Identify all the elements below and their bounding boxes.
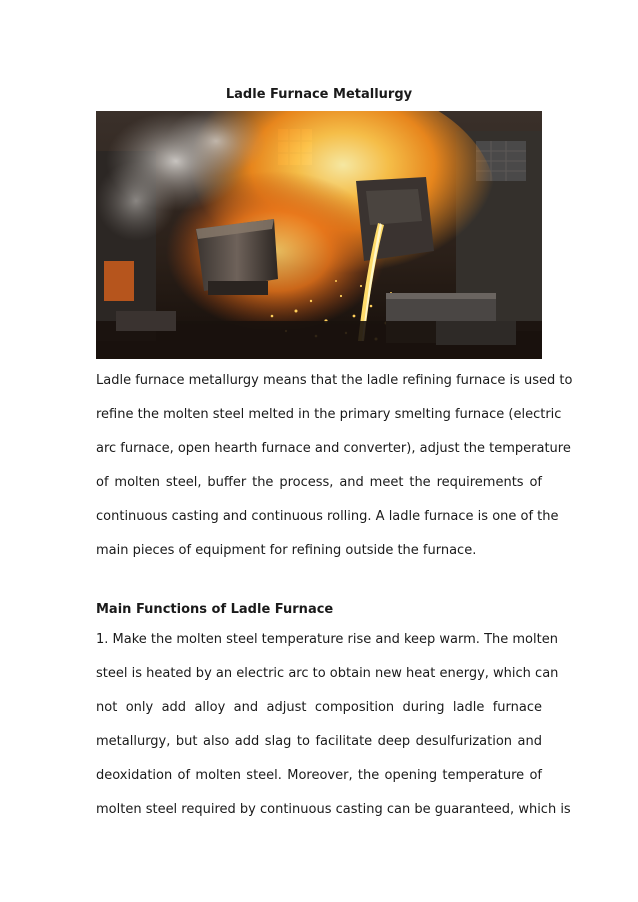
functions-line-3: not only add alloy and adjust composition during ladle furnace <box>96 700 542 715</box>
functions-line-6: molten steel required by continuous casting can be guaranteed, which is <box>96 802 571 817</box>
functions-paragraph <box>96 623 571 827</box>
intro-line-6: main pieces of equipment for refining outside the furnace. <box>96 543 477 558</box>
intro-line-4: of molten steel, buffer the process, and meet the requirements of <box>96 475 542 490</box>
functions-line-5: deoxidation of molten steel. Moreover, the opening temperature of <box>96 768 542 783</box>
intro-paragraph <box>96 364 573 568</box>
intro-line-2: refine the molten steel melted in the primary smelting furnace (electric <box>96 407 562 422</box>
functions-line-4: metallurgy, but also add slag to facilitate deep desulfurization and <box>96 734 542 749</box>
intro-line-1: Ladle furnace metallurgy means that the ladle refining furnace is used to <box>96 373 573 388</box>
functions-line-1: 1. Make the molten steel temperature rise and keep warm. The molten <box>96 632 558 647</box>
functions-line-2: steel is heated by an electric arc to obtain new heat energy, which can <box>96 666 559 681</box>
ladle-furnace-illustration <box>96 111 542 359</box>
document-title: Ladle Furnace Metallurgy <box>225 87 413 102</box>
ladle-furnace-photo <box>96 111 542 359</box>
section-heading: Main Functions of Ladle Furnace <box>96 602 334 617</box>
intro-line-5: continuous casting and continuous rolling. A ladle furnace is one of the <box>96 509 559 524</box>
intro-line-3: arc furnace, open hearth furnace and converter), adjust the temperature <box>96 441 571 456</box>
